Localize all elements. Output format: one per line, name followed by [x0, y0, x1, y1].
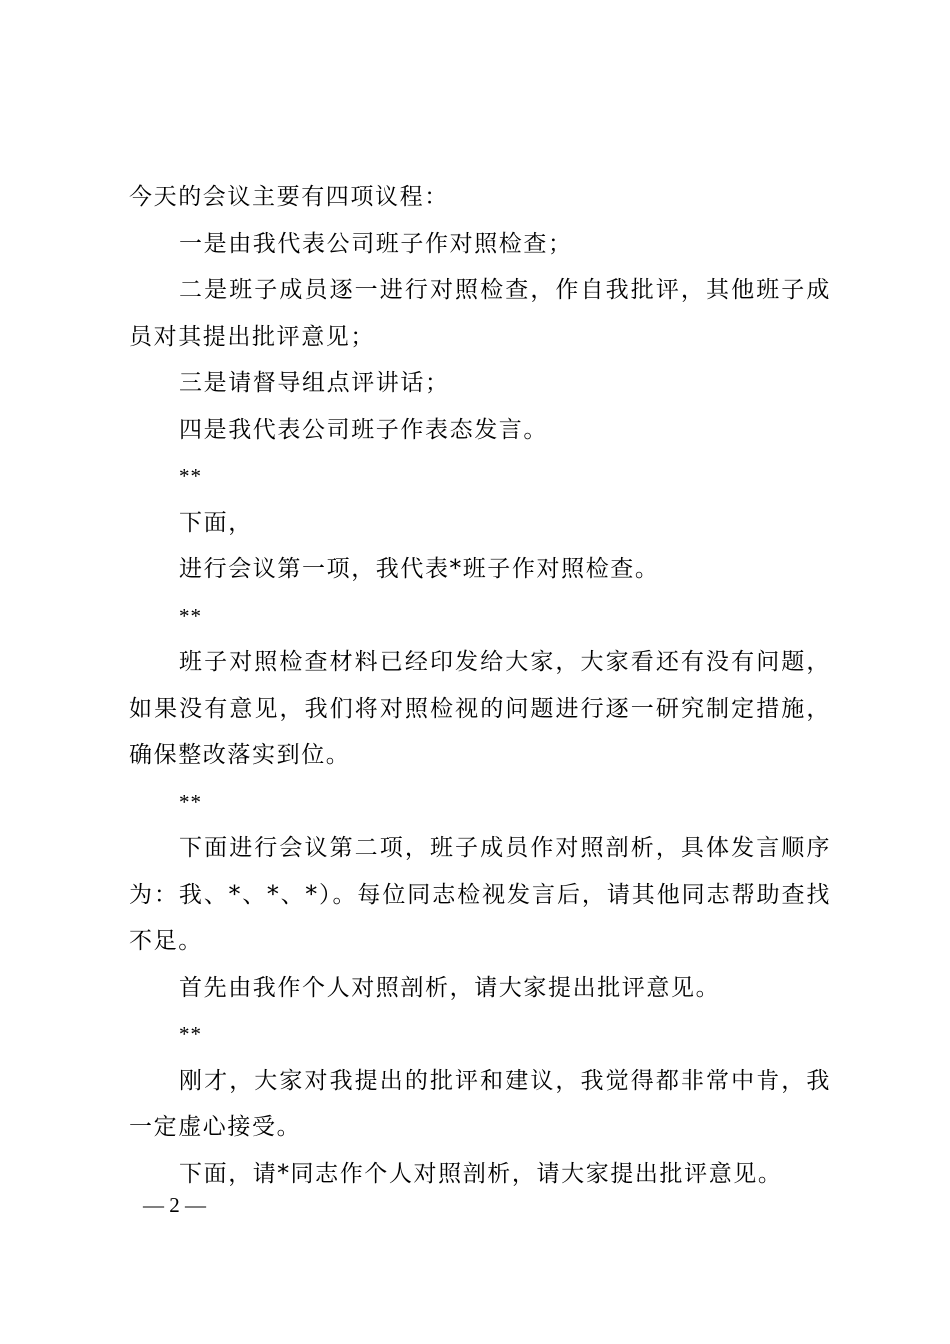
- paragraph-next-comrade: 下面，请*同志作个人对照剖析，请大家提出批评意见。: [179, 1160, 783, 1187]
- separator-stars: **: [179, 789, 202, 814]
- paragraph-agenda-intro: 今天的会议主要有四项议程：: [129, 184, 449, 210]
- paragraph-acceptance: 刚才，大家对我提出的批评和建议，我觉得都非常中肯，我一定虚心接受。: [129, 1067, 831, 1140]
- paragraph-item-one: 进行会议第一项，我代表*班子作对照检查。: [179, 556, 660, 582]
- separator-stars: **: [179, 603, 202, 628]
- paragraph-agenda-item-2: 二是班子成员逐一进行对照检查，作自我批评，其他班子成员对其提出批评意见；: [129, 277, 831, 350]
- page-number: — 2 —: [143, 1193, 206, 1217]
- paragraph-agenda-item-1: 一是由我代表公司班子作对照检查；: [179, 230, 573, 257]
- paragraph-agenda-item-3: 三是请督导组点评讲话；: [179, 370, 450, 396]
- paragraph-self-analysis: 首先由我作个人对照剖析，请大家提出批评意见。: [179, 974, 721, 1001]
- separator-stars: **: [179, 464, 202, 488]
- body-text: [129, 174, 831, 1197]
- paragraph-item-two: 下面进行会议第二项，班子成员作对照剖析，具体发言顺序为：我、*、*、*）。每位同志检视发言后，请其他同志帮助查找不足。: [129, 835, 831, 954]
- paragraph-materials: 班子对照检查材料已经印发给大家，大家看还有没有问题，如果没有意见，我们将对照检视的问题进行逐一研究制定措施，确保整改落实到位。: [129, 649, 831, 768]
- paragraph-next: 下面，: [179, 509, 253, 536]
- paragraph-agenda-item-4: 四是我代表公司班子作表态发言。: [179, 416, 548, 443]
- separator-stars: **: [179, 1022, 202, 1046]
